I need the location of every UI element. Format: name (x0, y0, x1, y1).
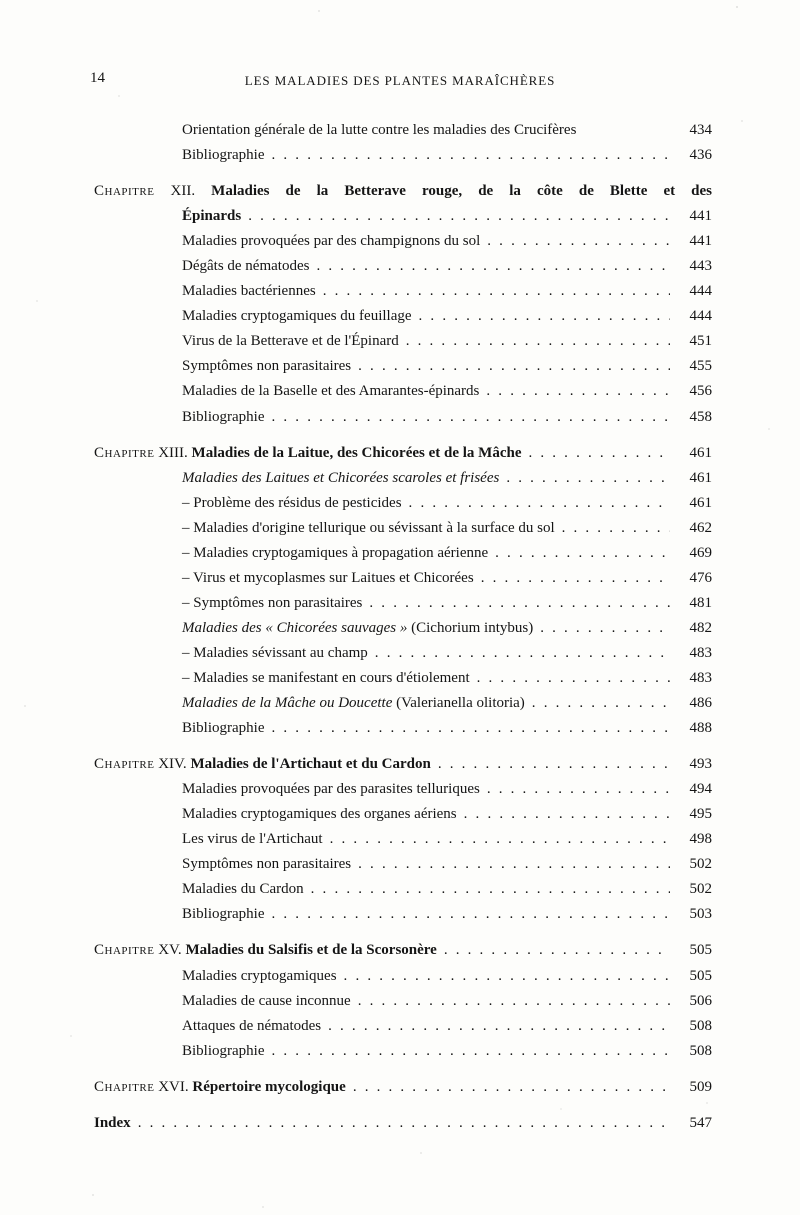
dot-leader (272, 405, 671, 430)
toc-entry (94, 466, 712, 491)
dot-leader (344, 964, 670, 989)
toc-entry (94, 1075, 712, 1100)
toc-entry-text: Bibliographie (182, 408, 265, 425)
toc-entry (94, 516, 712, 541)
page-number: 14 (90, 70, 105, 86)
toc-page-number: 456 (689, 383, 712, 400)
toc-entry-label (182, 964, 337, 989)
toc-entry-text: Répertoire mycologique (192, 1078, 346, 1095)
toc-entry-text: Maladies du Cardon (182, 881, 304, 898)
toc-entry-text: Bibliographie (182, 906, 265, 923)
toc-entry-text: XIV. (154, 756, 191, 773)
toc-entry (94, 964, 712, 989)
dot-leader (375, 641, 670, 666)
toc-page-number: 444 (689, 308, 712, 325)
dot-leader (369, 591, 670, 616)
toc-entry-label (182, 329, 399, 354)
toc-entry (94, 752, 712, 777)
toc-entry-text: Chapitre (94, 1078, 155, 1095)
dot-leader (481, 566, 670, 591)
toc-entry (94, 379, 712, 404)
toc-entry-text: (Valerianella olitoria) (392, 695, 525, 712)
dot-leader (444, 938, 670, 963)
toc-entry-text: Maladies de la Baselle et des Amarantes-épinards (182, 383, 480, 400)
toc-entry-label (182, 229, 480, 254)
toc-entry-text: Maladies provoquées par des champignons du sol (182, 233, 481, 250)
toc-page-number: 455 (689, 358, 712, 375)
toc-entry-text: Maladies cryptogamiques des organes aériens (182, 806, 457, 823)
toc-entry-label (182, 491, 402, 516)
toc-entry-text: Maladies cryptogamiques du feuillage (182, 308, 412, 325)
toc-entry-label (182, 516, 555, 541)
toc-page-number: 502 (689, 881, 712, 898)
toc-entry-label (94, 752, 431, 777)
toc-entry-text: Maladies bactériennes (182, 283, 316, 300)
dot-leader (272, 716, 671, 741)
toc-entry-text: Épinards (182, 208, 242, 225)
toc-page-number: 434 (689, 122, 712, 138)
toc-entry-text: Les virus de l'Artichaut (182, 831, 323, 848)
toc-page-number: 483 (689, 669, 712, 686)
toc-entry-text: Maladies de cause inconnue (182, 992, 351, 1009)
toc-page-number: 462 (689, 519, 712, 536)
toc-entry-text: Dégâts de nématodes (182, 258, 310, 275)
toc-page-number: 505 (689, 967, 712, 984)
dot-leader (528, 441, 670, 466)
toc-entry-text: – Maladies cryptogamiques à propagation aérienne (182, 544, 489, 561)
dot-leader (272, 143, 671, 168)
toc-entry-label (94, 1111, 131, 1136)
toc-entry-label (182, 616, 533, 641)
toc-entry (94, 641, 712, 666)
toc-entry (94, 254, 712, 279)
toc-entry-text: Maladies de l'Artichaut et du Cardon (190, 756, 431, 773)
dot-leader (272, 1039, 671, 1064)
toc-entry-label (182, 279, 316, 304)
toc-entry-label (182, 541, 488, 566)
toc-entry-text: Orientation générale de la lutte contre les maladies des Crucifères (182, 122, 577, 138)
toc-entry-text: Symptômes non parasitaires (182, 856, 352, 873)
dot-leader (311, 877, 670, 902)
toc-entry-label (94, 938, 437, 963)
dot-leader (406, 329, 670, 354)
toc-entry (94, 329, 712, 354)
toc-page-number: 509 (689, 1078, 712, 1095)
toc-page-number: 502 (689, 856, 712, 873)
toc-entry-label (182, 716, 265, 741)
toc-entry (94, 989, 712, 1014)
dot-leader (419, 304, 670, 329)
toc-entry-text: Maladies du Salsifis et de la Scorsonère (185, 942, 437, 959)
dot-leader (358, 852, 670, 877)
toc-page-number: 493 (689, 756, 712, 773)
toc-page-number: 461 (689, 444, 712, 461)
toc-entry-label (182, 641, 368, 666)
toc-entry-label (182, 691, 525, 716)
toc-entry-text: Chapitre (94, 942, 155, 959)
toc-entry (94, 777, 712, 802)
dot-leader (323, 279, 670, 304)
toc-entry-label (182, 354, 351, 379)
toc-page-number: 458 (689, 408, 712, 425)
toc-entry-text: – Maladies d'origine tellurique ou sévissant à la surface du sol (182, 519, 555, 536)
dot-leader (486, 379, 670, 404)
toc-page-number: 461 (689, 494, 712, 511)
toc-entry-text: XV. (154, 942, 186, 959)
toc-entry-label (182, 827, 323, 852)
dot-leader (248, 204, 670, 229)
toc-entry-text: – Problème des résidus de pesticides (182, 494, 402, 511)
dot-leader (353, 1075, 670, 1100)
dot-leader (316, 254, 670, 279)
toc-page-number: 488 (689, 720, 712, 737)
dot-leader (540, 616, 670, 641)
toc-page-number: 482 (689, 619, 712, 636)
toc-entry-label (94, 1075, 346, 1100)
toc-entry (94, 852, 712, 877)
toc-entry-text: XII. (154, 183, 212, 200)
toc-entry (94, 716, 712, 741)
toc-entry-label (182, 852, 351, 877)
dot-leader (487, 229, 670, 254)
toc-entry-label (182, 204, 241, 229)
toc-entry-label (182, 666, 470, 691)
toc-entry-label (182, 466, 499, 491)
toc-entry-label (182, 1014, 321, 1039)
toc-entry-text: – Symptômes non parasitaires (182, 594, 363, 611)
dot-leader (358, 989, 670, 1014)
toc-page-number: 508 (689, 1017, 712, 1034)
toc-page-number: 486 (689, 695, 712, 712)
toc-entry-text: Chapitre (94, 183, 155, 200)
toc-entry (94, 902, 712, 927)
toc-page-number: 476 (689, 569, 712, 586)
toc-entry-text: Maladies des Laitues et Chicorées scaroles et frisées (182, 469, 500, 486)
dot-leader (506, 466, 670, 491)
toc-page-number: 495 (689, 806, 712, 823)
dot-leader (487, 777, 670, 802)
toc-entry (94, 566, 712, 591)
toc-page-number: 505 (689, 942, 712, 959)
toc-entry (94, 827, 712, 852)
toc-entry (94, 1111, 712, 1136)
toc-entry-text: Index (94, 1114, 131, 1131)
toc-entry-text: Attaques de nématodes (182, 1017, 322, 1034)
dot-leader (272, 902, 671, 927)
toc-entry-label (182, 591, 362, 616)
toc-entry-text: XIII. (154, 444, 192, 461)
dot-leader (138, 1111, 670, 1136)
toc-entry-text: – Maladies sévissant au champ (182, 644, 368, 661)
toc-entry-label (182, 118, 576, 143)
toc-entry (94, 1039, 712, 1064)
toc-entry-label (182, 802, 457, 827)
toc-entry-label (182, 877, 304, 902)
toc-page-number: 469 (689, 544, 712, 561)
toc-entry-text: Symptômes non parasitaires (182, 358, 352, 375)
dot-leader (495, 541, 670, 566)
toc-page-number: 443 (689, 258, 712, 275)
toc-page-number: 506 (689, 992, 712, 1009)
toc-entry (94, 405, 712, 430)
running-title: LES MALADIES DES PLANTES MARAÎCHÈRES (244, 73, 556, 88)
toc-page-number: 494 (689, 781, 712, 798)
toc-page-number: 503 (689, 906, 712, 923)
dot-leader (477, 666, 670, 691)
toc-entry (94, 143, 712, 168)
toc-entry-text: – Maladies se manifestant en cours d'étiolement (182, 669, 470, 686)
toc-page-number: 436 (689, 147, 712, 164)
toc-entry (94, 304, 712, 329)
toc-entry (94, 229, 712, 254)
toc-entry-text: (Cichorium intybus) (407, 619, 534, 636)
toc-entry-label (182, 777, 480, 802)
toc-entry-text: Bibliographie (182, 720, 265, 737)
dot-leader (409, 491, 670, 516)
toc-entry-label (94, 183, 712, 199)
toc-entry (94, 441, 712, 466)
toc-page-number: 461 (689, 469, 712, 486)
toc-entry-text: – Virus et mycoplasmes sur Laitues et Chicorées (182, 569, 474, 586)
toc-entry-text: Bibliographie (182, 147, 265, 164)
toc-entry (94, 616, 712, 641)
toc-entry (94, 179, 712, 204)
toc-entry (94, 118, 712, 143)
toc-entry (94, 491, 712, 516)
toc-entry (94, 541, 712, 566)
toc-page-number: 451 (689, 333, 712, 350)
toc-entry (94, 204, 712, 229)
dot-leader (330, 827, 670, 852)
toc-entry (94, 691, 712, 716)
toc-page-number: 508 (689, 1042, 712, 1059)
toc-entry (94, 666, 712, 691)
toc-entry-text: Maladies de la Mâche ou Doucette (182, 695, 393, 712)
toc-entry-label (182, 989, 351, 1014)
toc-entry (94, 279, 712, 304)
toc-entry-text: Maladies des « Chicorées sauvages » (182, 619, 408, 636)
toc-entry (94, 938, 712, 963)
toc-entry-label (182, 405, 265, 430)
toc-entry-text: Maladies cryptogamiques (182, 967, 337, 984)
toc-entry-text: Maladies provoquées par des parasites telluriques (182, 781, 480, 798)
toc-entry-label (182, 902, 265, 927)
toc-entry-text: XVI. (154, 1078, 193, 1095)
dot-leader (328, 1014, 670, 1039)
toc-entry-text: Bibliographie (182, 1042, 265, 1059)
toc-entry-label (94, 441, 521, 466)
toc-page-number: 483 (689, 644, 712, 661)
toc-entry-text: Maladies de la Betterave rouge, de la côte de Blette et des (211, 183, 712, 200)
toc-entry-label (182, 304, 412, 329)
toc-entry-label (182, 566, 474, 591)
dot-leader (358, 354, 670, 379)
toc-page-number: 547 (689, 1114, 712, 1131)
toc-entry (94, 1014, 712, 1039)
toc-entry-text: Chapitre (94, 444, 155, 461)
toc-entry-label (182, 143, 265, 168)
toc-entry-text: Maladies de la Laitue, des Chicorées et de la Mâche (191, 444, 522, 461)
toc-entry-text: Chapitre (94, 756, 155, 773)
dot-leader (438, 752, 670, 777)
toc-page-number: 441 (689, 233, 712, 250)
toc-page-number: 441 (689, 208, 712, 225)
toc-entry-label (182, 1039, 265, 1064)
dot-leader (562, 516, 670, 541)
toc (94, 118, 712, 1136)
toc-page-number: 444 (689, 283, 712, 300)
toc-entry-label (182, 254, 309, 279)
toc-entry (94, 591, 712, 616)
toc-entry (94, 354, 712, 379)
dot-leader (464, 802, 670, 827)
toc-entry-text: Virus de la Betterave et de l'Épinard (182, 333, 399, 350)
dot-leader (532, 691, 670, 716)
toc-entry (94, 802, 712, 827)
toc-entry-label (182, 379, 479, 404)
toc-page-number: 481 (689, 594, 712, 611)
toc-entry (94, 877, 712, 902)
toc-page-number: 498 (689, 831, 712, 848)
